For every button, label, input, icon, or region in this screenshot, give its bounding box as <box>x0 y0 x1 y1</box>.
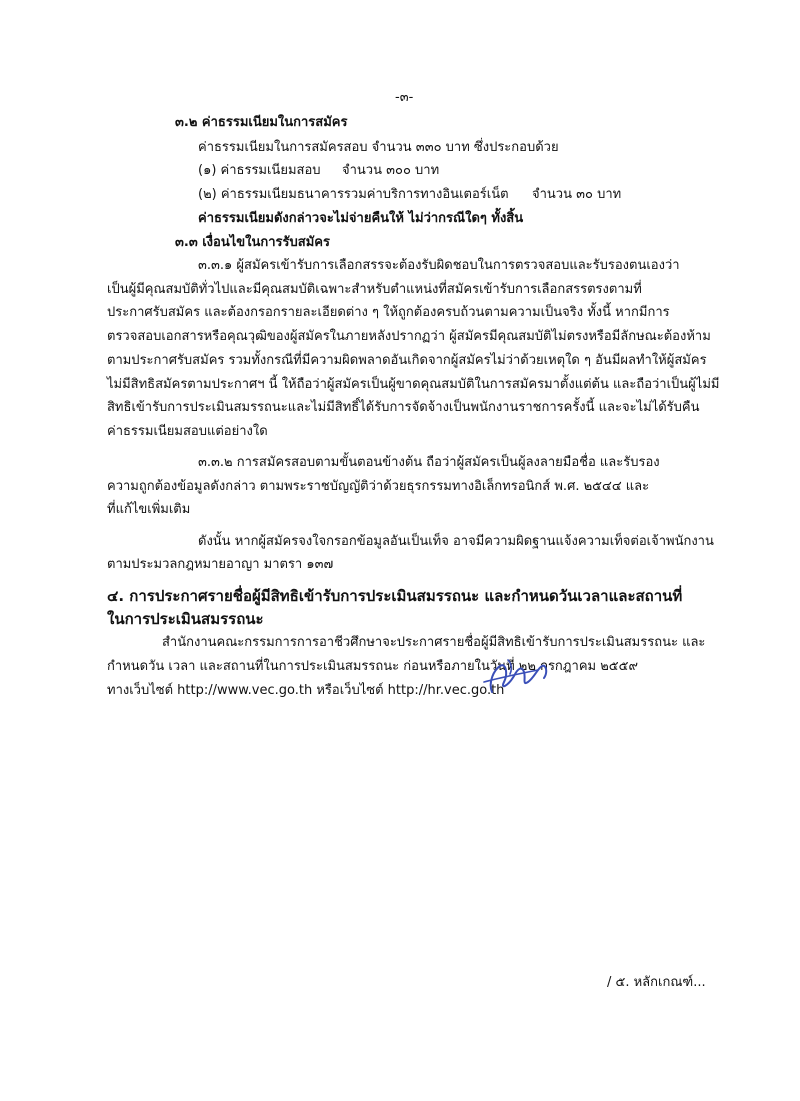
handwritten-signature <box>478 652 556 698</box>
fee-item-1-amount: จำนวน ๓๐๐ บาท <box>342 163 440 178</box>
fee-item-2-label: (๒) ค่าธรรมเนียมธนาคารรวมค่าบริการทางอินเตอร์เน็ต <box>198 187 509 202</box>
paragraph-line: ดังนั้น หากผู้สมัครจงใจกรอกข้อมูลอันเป็นเท็จ อาจมีความผิดฐานแจ้งความเท็จต่อเจ้าพนักงาน <box>198 534 714 549</box>
fee-item-1-label: (๑) ค่าธรรมเนียมสอบ <box>198 163 321 178</box>
paragraph-line: ค่าธรรมเนียมสอบแต่อย่างใด <box>107 424 268 439</box>
fee-item-2-amount: จำนวน ๓๐ บาท <box>532 187 622 202</box>
page-number: -๓- <box>395 90 414 105</box>
paragraph-line: ที่แก้ไขเพิ่มเติม <box>107 502 191 517</box>
fee-non-refundable-note: ค่าธรรมเนียมดังกล่าวจะไม่จ่ายคืนให้ ไม่ว่ากรณีใดๆ ทั้งสิ้น <box>198 211 524 226</box>
paragraph-line: สำนักงานคณะกรรมการการอาชีวศึกษาจะประกาศรายชื่อผู้มีสิทธิเข้ารับการประเมินสมรรถนะ และ <box>162 635 706 650</box>
section-4-title-line-1: ๔. การประกาศรายชื่อผู้มีสิทธิเข้ารับการประเมินสมรรถนะ และกำหนดวันเวลาและสถานที่ <box>107 587 683 605</box>
paragraph-line: ประกาศรับสมัคร และต้องกรอกรายละเอียดต่าง ๆ ให้ถูกต้องครบถ้วนตามความเป็นจริง ทั้งนี้ หากมีการ <box>107 305 670 320</box>
page-footer-continuation: / ๕. หลักเกณฑ์... <box>607 975 706 990</box>
paragraph-line: ความถูกต้องข้อมูลดังกล่าว ตามพระราชบัญญัติว่าด้วยธุรกรรมทางอิเล็กทรอนิกส์ พ.ศ. ๒๕๔๔ และ <box>107 479 650 494</box>
paragraph-line: ไม่มีสิทธิสมัครตามประกาศฯ นี้ ให้ถือว่าผู้สมัครเป็นผู้ขาดคุณสมบัติในการสมัครมาตั้งแต่ต้น และถือว่าเป็นผู้ไม่มี <box>107 377 720 392</box>
section-3-3-title: ๓.๓ เงื่อนไขในการรับสมัคร <box>175 235 330 250</box>
paragraph-line: ๓.๓.๒ การสมัครสอบตามขั้นตอนข้างต้น ถือว่าผู้สมัครเป็นผู้ลงลายมือชื่อ และรับรอง <box>198 455 660 470</box>
paragraph-line: ตามประมวลกฎหมายอาญา มาตรา ๑๓๗ <box>107 557 334 572</box>
paragraph-line: สิทธิเข้ารับการประเมินสมรรถนะและไม่มีสิทธิ์ได้รับการจัดจ้างเป็นพนักงานราชการครั้งนี้ และจะไม่ได้รับคืน <box>107 400 700 415</box>
paragraph-line: กำหนดวัน เวลา และสถานที่ในการประเมินสมรรถนะ ก่อนหรือภายในวันที่ ๒๒ กรกฎาคม ๒๕๕๙ <box>107 659 638 674</box>
paragraph-line: เป็นผู้มีคุณสมบัติทั่วไปและมีคุณสมบัติเฉพาะสำหรับตำแหน่งที่สมัครเข้ารับการเลือกสรรตรงตามที่ <box>107 282 642 297</box>
section-4-title-line-2: ในการประเมินสมรรถนะ <box>107 610 264 628</box>
paragraph-line: ตรวจสอบเอกสารหรือคุณวุฒิของผู้สมัครในภายหลังปรากฏว่า ผู้สมัครมีคุณสมบัติไม่ตรงหรือมีลักษณะต้องห้าม <box>107 329 711 344</box>
paragraph-line: ๓.๓.๑ ผู้สมัครเข้ารับการเลือกสรรจะต้องรับผิดชอบในการตรวจสอบและรับรองตนเองว่า <box>198 258 680 273</box>
paragraph-line: ตามประกาศรับสมัคร รวมทั้งกรณีที่มีความผิดพลาดอันเกิดจากผู้สมัครไม่ว่าด้วยเหตุใด ๆ อันมีผลทำให้ผู้สมัคร <box>107 353 707 368</box>
fee-total-line: ค่าธรรมเนียมในการสมัครสอบ จำนวน ๓๓๐ บาท ซึ่งประกอบด้วย <box>198 140 559 155</box>
paragraph-line: ทางเว็บไซต์ http://www.vec.go.th หรือเว็บไซต์ http://hr.vec.go.th <box>107 683 505 698</box>
section-3-2-title: ๓.๒ ค่าธรรมเนียมในการสมัคร <box>175 115 348 130</box>
